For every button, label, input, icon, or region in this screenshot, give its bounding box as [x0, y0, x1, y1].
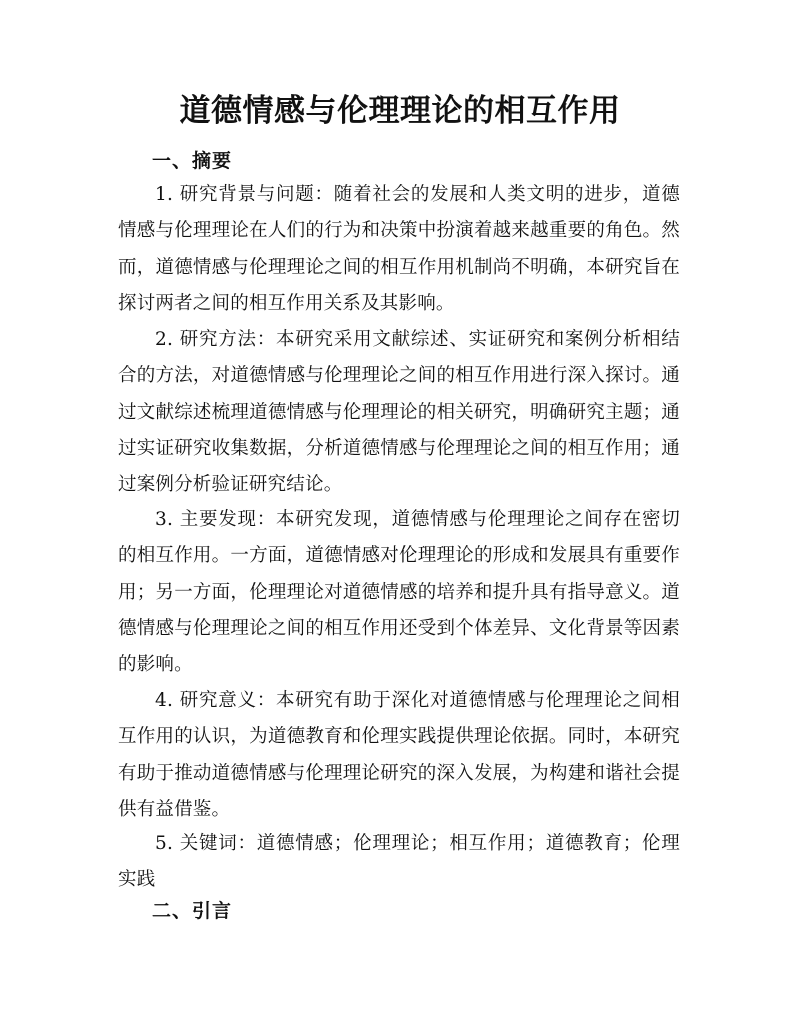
section-heading-introduction: 二、引言	[152, 900, 233, 922]
paragraph-main-findings: 3. 主要发现：本研究发现，道德情感与伦理理论之间存在密切的相互作用。一方面，道德情感对伦理理论的形成和发展具有重要作用；另一方面，伦理理论对道德情感的培养和提升具有指导意义。道德情感与伦理理论之间的相互作用还受到个体差异、文化背景等因素的影响。	[118, 509, 680, 676]
document-title: 道德情感与伦理理论的相互作用	[179, 93, 621, 129]
section-heading-abstract: 一、摘要	[152, 150, 233, 172]
paragraph-keywords: 5. 关键词：道德情感；伦理理论；相互作用；道德教育；伦理实践	[118, 833, 680, 891]
paragraph-research-significance: 4. 研究意义：本研究有助于深化对道德情感与伦理理论之间相互作用的认识，为道德教育和伦理实践提供理论依据。同时，本研究有助于推动道德情感与伦理理论研究的深入发展，为构建和谐社会提供有益借鉴。	[118, 690, 680, 820]
paragraph-research-background: 1. 研究背景与问题：随着社会的发展和人类文明的进步，道德情感与伦理理论在人们的行为和决策中扮演着越来越重要的角色。然而，道德情感与伦理理论之间的相互作用机制尚不明确，本研究旨在探讨两者之间的相互作用关系及其影响。	[118, 184, 680, 314]
paragraph-research-methods: 2. 研究方法：本研究采用文献综述、实证研究和案例分析相结合的方法，对道德情感与伦理理论之间的相互作用进行深入探讨。通过文献综述梳理道德情感与伦理理论的相关研究，明确研究主题；通过实证研究收集数据，分析道德情感与伦理理论之间的相互作用；通过案例分析验证研究结论。	[118, 329, 680, 496]
